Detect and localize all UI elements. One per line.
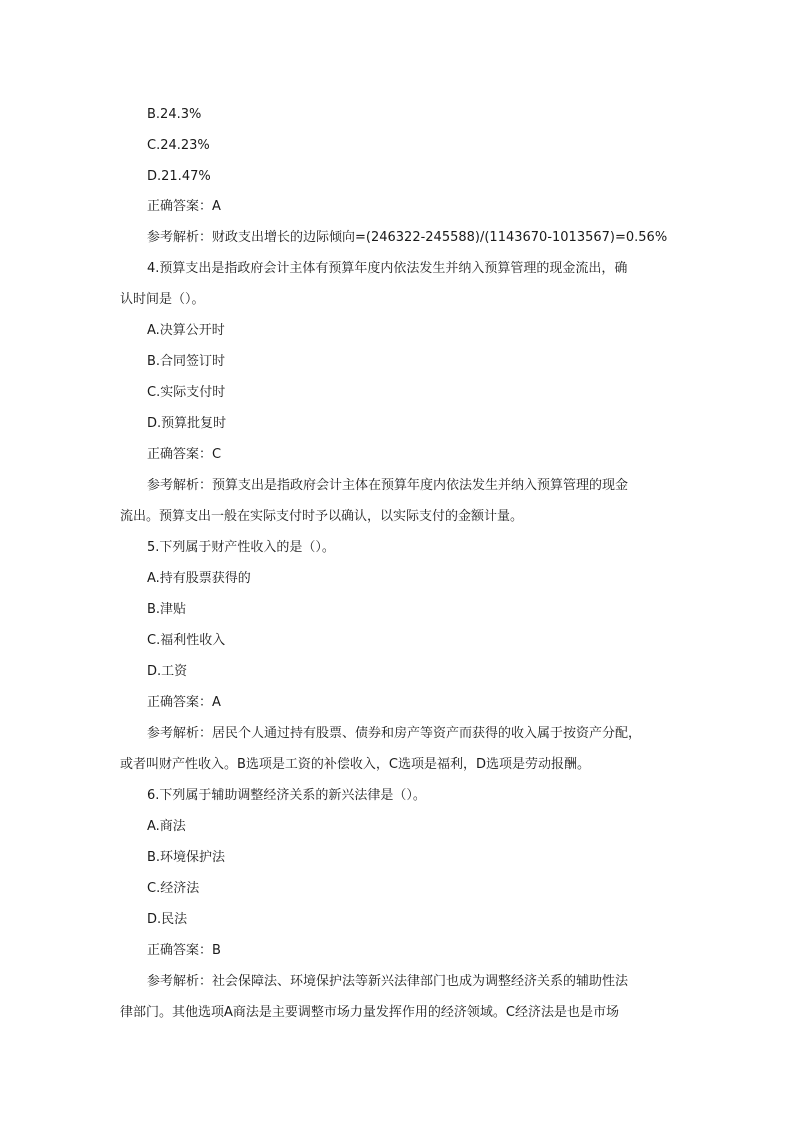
explanation-cont: 或者叫财产性收入。B选项是工资的补偿收入，C选项是福利，D选项是劳动报酬。 (120, 757, 591, 772)
explanation-cont: 流出。预算支出一般在实际支付时予以确认，以实际支付的金额计量。 (120, 509, 524, 524)
option-d: D.工资 (147, 664, 188, 679)
explanation: 参考解析：财政支出增长的边际倾向=(246322-245588)/(1143670-1013567)=0.56% (147, 230, 668, 245)
explanation: 参考解析：预算支出是指政府会计主体在预算年度内依法发生并纳入预算管理的现金 (147, 478, 629, 493)
question-4-cont: 认时间是（）。 (120, 292, 205, 307)
option-b: B.合同签订时 (147, 354, 226, 369)
option-b: B.津贴 (147, 602, 187, 617)
option-d: D.预算批复时 (147, 416, 227, 431)
option-d: D.21.47% (147, 169, 211, 184)
option-a: A.商法 (147, 819, 186, 834)
option-b: B.24.3% (147, 107, 202, 122)
correct-answer: 正确答案：A (147, 695, 221, 710)
question-6: 6.下列属于辅助调整经济关系的新兴法律是（）。 (147, 788, 426, 803)
option-a: A.持有股票获得的 (147, 571, 251, 586)
correct-answer: 正确答案：C (147, 447, 222, 462)
question-4: 4.预算支出是指政府会计主体有预算年度内依法发生并纳入预算管理的现金流出，确 (147, 261, 628, 276)
option-c: C.福利性收入 (147, 633, 226, 648)
correct-answer: 正确答案：B (147, 943, 221, 958)
explanation: 参考解析：社会保障法、环境保护法等新兴法律部门也成为调整经济关系的辅助性法 (147, 974, 629, 989)
option-c: C.经济法 (147, 881, 200, 896)
correct-answer: 正确答案：A (147, 199, 221, 214)
explanation-cont: 律部门。其他选项A商法是主要调整市场力量发挥作用的经济领域。C经济法是也是市场 (120, 1005, 619, 1020)
option-c: C.实际支付时 (147, 385, 226, 400)
option-b: B.环境保护法 (147, 850, 226, 865)
option-d: D.民法 (147, 912, 188, 927)
option-c: C.24.23% (147, 138, 210, 153)
question-5: 5.下列属于财产性收入的是（）。 (147, 540, 335, 555)
option-a: A.决算公开时 (147, 323, 225, 338)
explanation: 参考解析：居民个人通过持有股票、债券和房产等资产而获得的收入属于按资产分配， (147, 726, 642, 741)
